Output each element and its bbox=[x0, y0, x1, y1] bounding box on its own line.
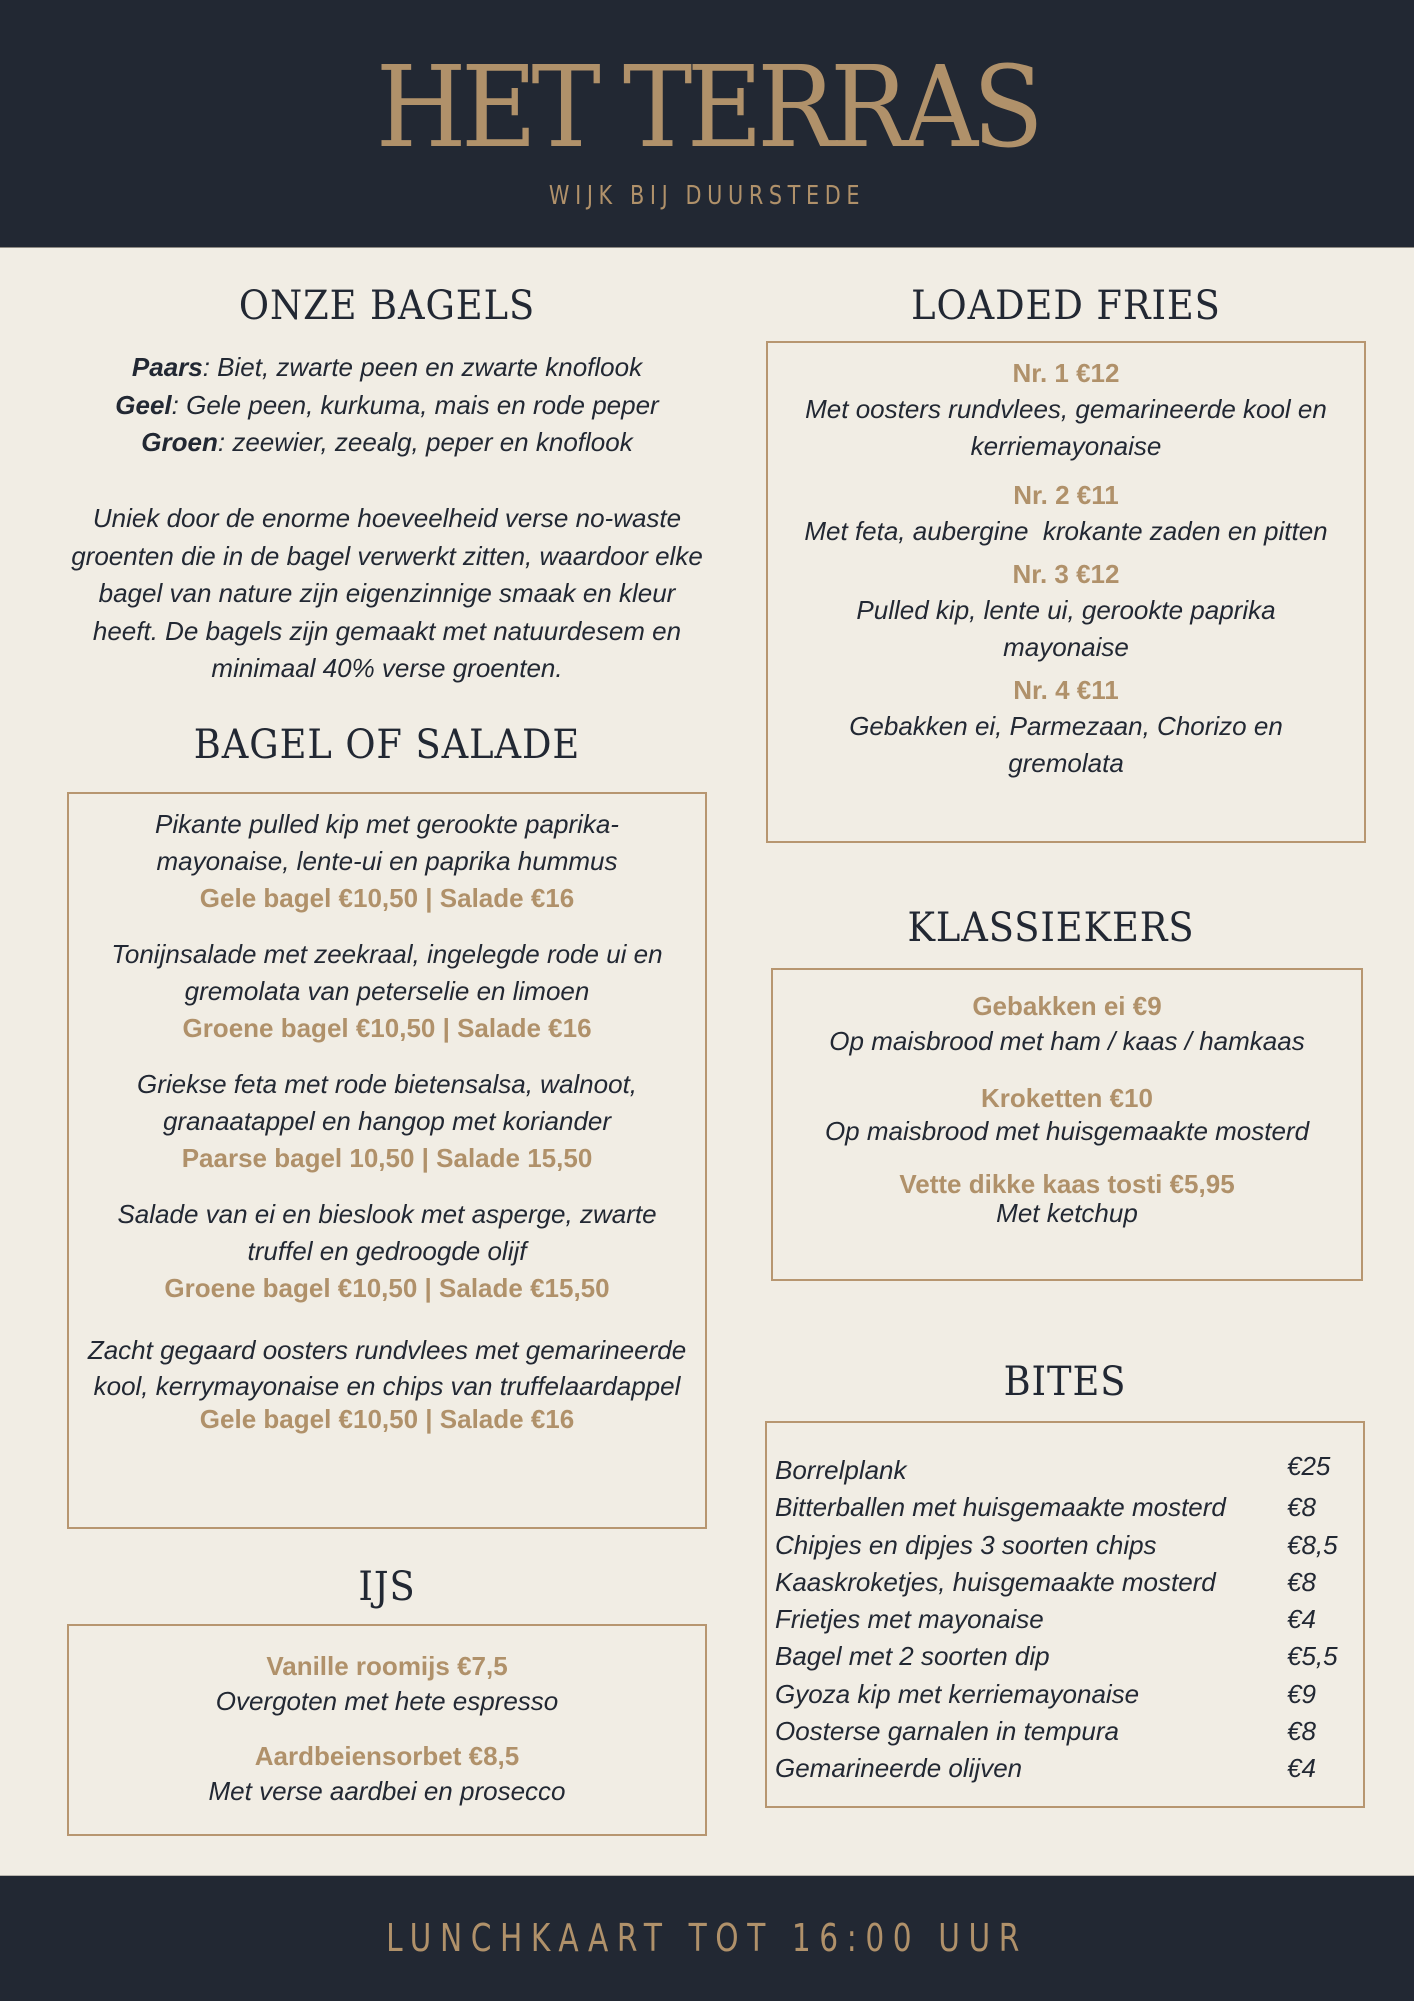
section-title-onze-bagels: ONZE BAGELS bbox=[238, 283, 536, 329]
bagel-types bbox=[67, 349, 707, 462]
bagel-type-geel: Geel: Gele peen, kurkuma, mais en rode peper bbox=[115, 389, 659, 420]
bites-row: Kaaskroketjes, huisgemaakte mosterd €8 bbox=[775, 1566, 1316, 1597]
menu-item: Aardbeiensorbet €8,5 Met verse aardbei en prosecco bbox=[208, 1741, 566, 1806]
menu-item: Griekse feta met rode bietensalsa, walnoot, granaatappel en hangop met koriander Paarse bagel 10,50 | Salade 15,50 bbox=[136, 1069, 638, 1173]
section-title-klassiekers: KLASSIEKERS bbox=[907, 905, 1195, 951]
restaurant-location: WIJK BIJ DUURSTEDE bbox=[548, 181, 866, 211]
menu-item: Nr. 4 €11 Gebakken ei, Parmezaan, Chorizo en gremolata bbox=[849, 675, 1283, 778]
bites-row: Bagel met 2 soorten dip €5,5 bbox=[775, 1641, 1338, 1672]
menu-item: Pikante pulled kip met gerookte paprika-mayonaise, lente-ui en paprika hummus Gele bagel €10,50 | Salade €16 bbox=[155, 809, 619, 913]
bites-row: Gyoza kip met kerriemayonaise €9 bbox=[775, 1678, 1316, 1709]
bites-row: Chipjes en dipjes 3 soorten chips €8,5 bbox=[775, 1529, 1338, 1560]
menu-item: Tonijnsalade met zeekraal, ingelegde rode ui en gremolata van peterselie en limoen Groene bagel €10,50 | Salade €16 bbox=[111, 939, 663, 1043]
menu-item: Vanille roomijs €7,5 Overgoten met hete espresso bbox=[215, 1651, 559, 1716]
bites-row: Bitterballen met huisgemaakte mosterd €8 bbox=[775, 1492, 1316, 1523]
section-title-loaded-fries: LOADED FRIES bbox=[911, 283, 1221, 329]
bites-row: Frietjes met mayonaise €4 bbox=[775, 1604, 1316, 1635]
bites-row: Borrelplank €25 bbox=[775, 1451, 1331, 1485]
section-title-bagel-of-salade: BAGEL OF SALADE bbox=[193, 722, 581, 768]
bagel-type-groen: Groen: zeewier, zeealg, peper en knoflook bbox=[141, 427, 633, 457]
bagel-type-paars: Paars: Biet, zwarte peen en zwarte knoflook bbox=[131, 352, 643, 382]
bagel-of-salade-box bbox=[67, 792, 707, 1529]
header-banner bbox=[0, 0, 1414, 248]
section-title-bites: BITES bbox=[1003, 1359, 1127, 1405]
bites-row: Gemarineerde olijven €4 bbox=[775, 1753, 1316, 1784]
ijs-box bbox=[67, 1624, 707, 1836]
menu-item: Vette dikke kaas tosti €5,95 Met ketchup bbox=[899, 1169, 1235, 1228]
menu-item: Nr. 1 €12 Met oosters rundvlees, gemarineerde kool en kerriemayonaise bbox=[805, 358, 1327, 461]
menu-item: Kroketten €10 Op maisbrood met huisgemaakte mosterd bbox=[824, 1083, 1310, 1146]
menu-item: Salade van ei en bieslook met asperge, zwarte truffel en gedroogde olijf Groene bagel €10,50 | Salade €15,50 bbox=[117, 1199, 657, 1303]
menu-item: Zacht gegaard oosters rundvlees met gemarineerde kool, kerrymayonaise en chips van truffelaardappel Gele bagel €10,50 | Salade €16 bbox=[87, 1335, 687, 1434]
restaurant-name: HET TERRAS bbox=[375, 43, 1039, 173]
menu-item: Gebakken ei €9 Op maisbrood met ham / kaas / hamkaas bbox=[829, 991, 1305, 1056]
bites-box bbox=[765, 1421, 1365, 1808]
bagels-description: Uniek door de enorme hoeveelheid verse no-waste groenten die in de bagel verwerkt zitten, waardoor elke bagel van nature zijn eigenzinnige smaak en kleur heeft. De bagels zijn gemaakt met natuurdesem en minimaal 40% verse groenten. bbox=[71, 503, 703, 683]
menu-item: Nr. 3 €12 Pulled kip, lente ui, gerookte paprika mayonaise bbox=[856, 559, 1276, 662]
footer-banner bbox=[0, 1875, 1414, 2001]
lunch-hours-note: LUNCHKAART TOT 16:00 UUR bbox=[386, 1916, 1028, 1960]
bites-row: Oosterse garnalen in tempura €8 bbox=[775, 1716, 1316, 1747]
loaded-fries-box bbox=[766, 341, 1366, 843]
menu-item: Nr. 2 €11 Met feta, aubergine krokante zaden en pitten bbox=[804, 480, 1328, 546]
section-title-ijs: IJS bbox=[358, 1564, 416, 1610]
klassiekers-box bbox=[771, 968, 1363, 1281]
